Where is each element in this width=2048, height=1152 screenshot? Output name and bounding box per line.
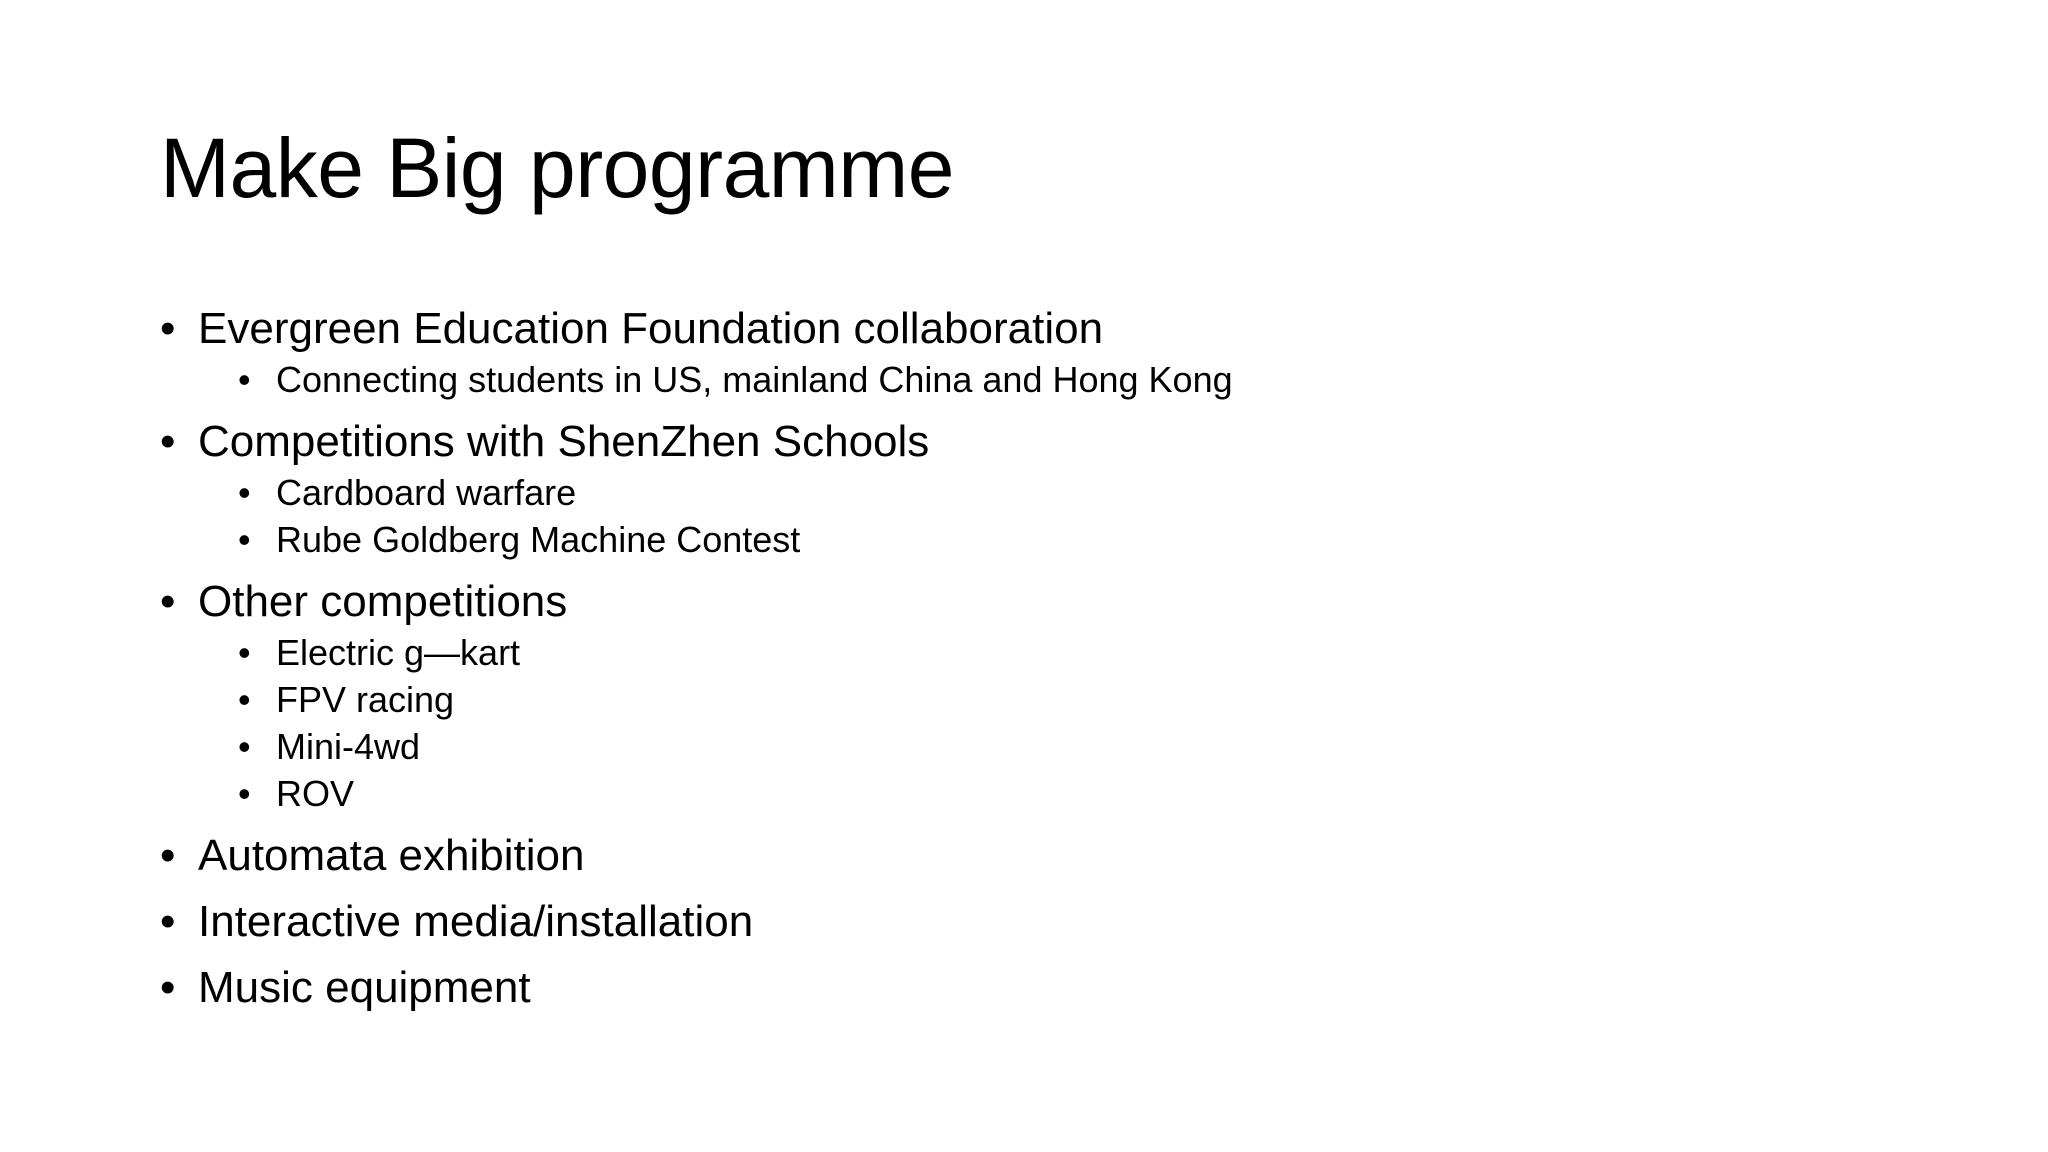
sub-list-item [160,723,1233,770]
sub-bullet-text: FPV racing [276,679,455,720]
list-item [160,829,1233,883]
list-item [160,575,1233,817]
sub-bullet-text: Rube Goldberg Machine Contest [276,519,801,560]
bullet-icon: • [160,831,176,880]
sub-bullet-icon: • [238,726,251,767]
sub-bullet-list [160,469,1233,563]
list-item [160,415,1233,563]
bullet-row [160,961,1233,1015]
sub-bullet-icon: • [238,679,251,720]
sub-list-item [160,676,1233,723]
bullet-row [160,415,1233,469]
bullet-row [160,829,1233,883]
bullet-text: Interactive media/installation [198,897,754,946]
slide-title: Make Big programme [160,121,954,215]
sub-bullet-icon: • [238,359,251,400]
sub-bullet-icon: • [238,472,251,513]
sub-bullet-text: Electric g—kart [276,632,521,673]
bullet-text: Music equipment [198,963,531,1012]
bullet-icon: • [160,897,176,946]
bullet-text: Competitions with ShenZhen Schools [198,417,930,466]
bullet-list [160,302,1233,1027]
sub-bullet-text: ROV [276,773,355,814]
sub-list-item [160,516,1233,563]
sub-list-item [160,629,1233,676]
sub-bullet-icon: • [238,773,251,814]
bullet-text: Automata exhibition [198,831,585,880]
list-item [160,302,1233,403]
sub-list-item [160,469,1233,516]
bullet-text: Other competitions [198,577,568,626]
bullet-icon: • [160,304,176,353]
bullet-icon: • [160,577,176,626]
sub-bullet-icon: • [238,632,251,673]
sub-bullet-text: Cardboard warfare [276,472,577,513]
sub-bullet-text: Connecting students in US, mainland China and Hong Kong [276,359,1233,400]
bullet-row [160,895,1233,949]
sub-bullet-text: Mini-4wd [276,726,421,767]
bullet-text: Evergreen Education Foundation collaboration [198,304,1104,353]
sub-list-item [160,356,1233,403]
sub-bullet-list [160,356,1233,403]
list-item [160,961,1233,1015]
bullet-icon: • [160,417,176,466]
bullet-row [160,575,1233,629]
list-item [160,895,1233,949]
bullet-row [160,302,1233,356]
sub-bullet-icon: • [238,519,251,560]
bullet-icon: • [160,963,176,1012]
sub-bullet-list [160,629,1233,817]
sub-list-item [160,770,1233,817]
